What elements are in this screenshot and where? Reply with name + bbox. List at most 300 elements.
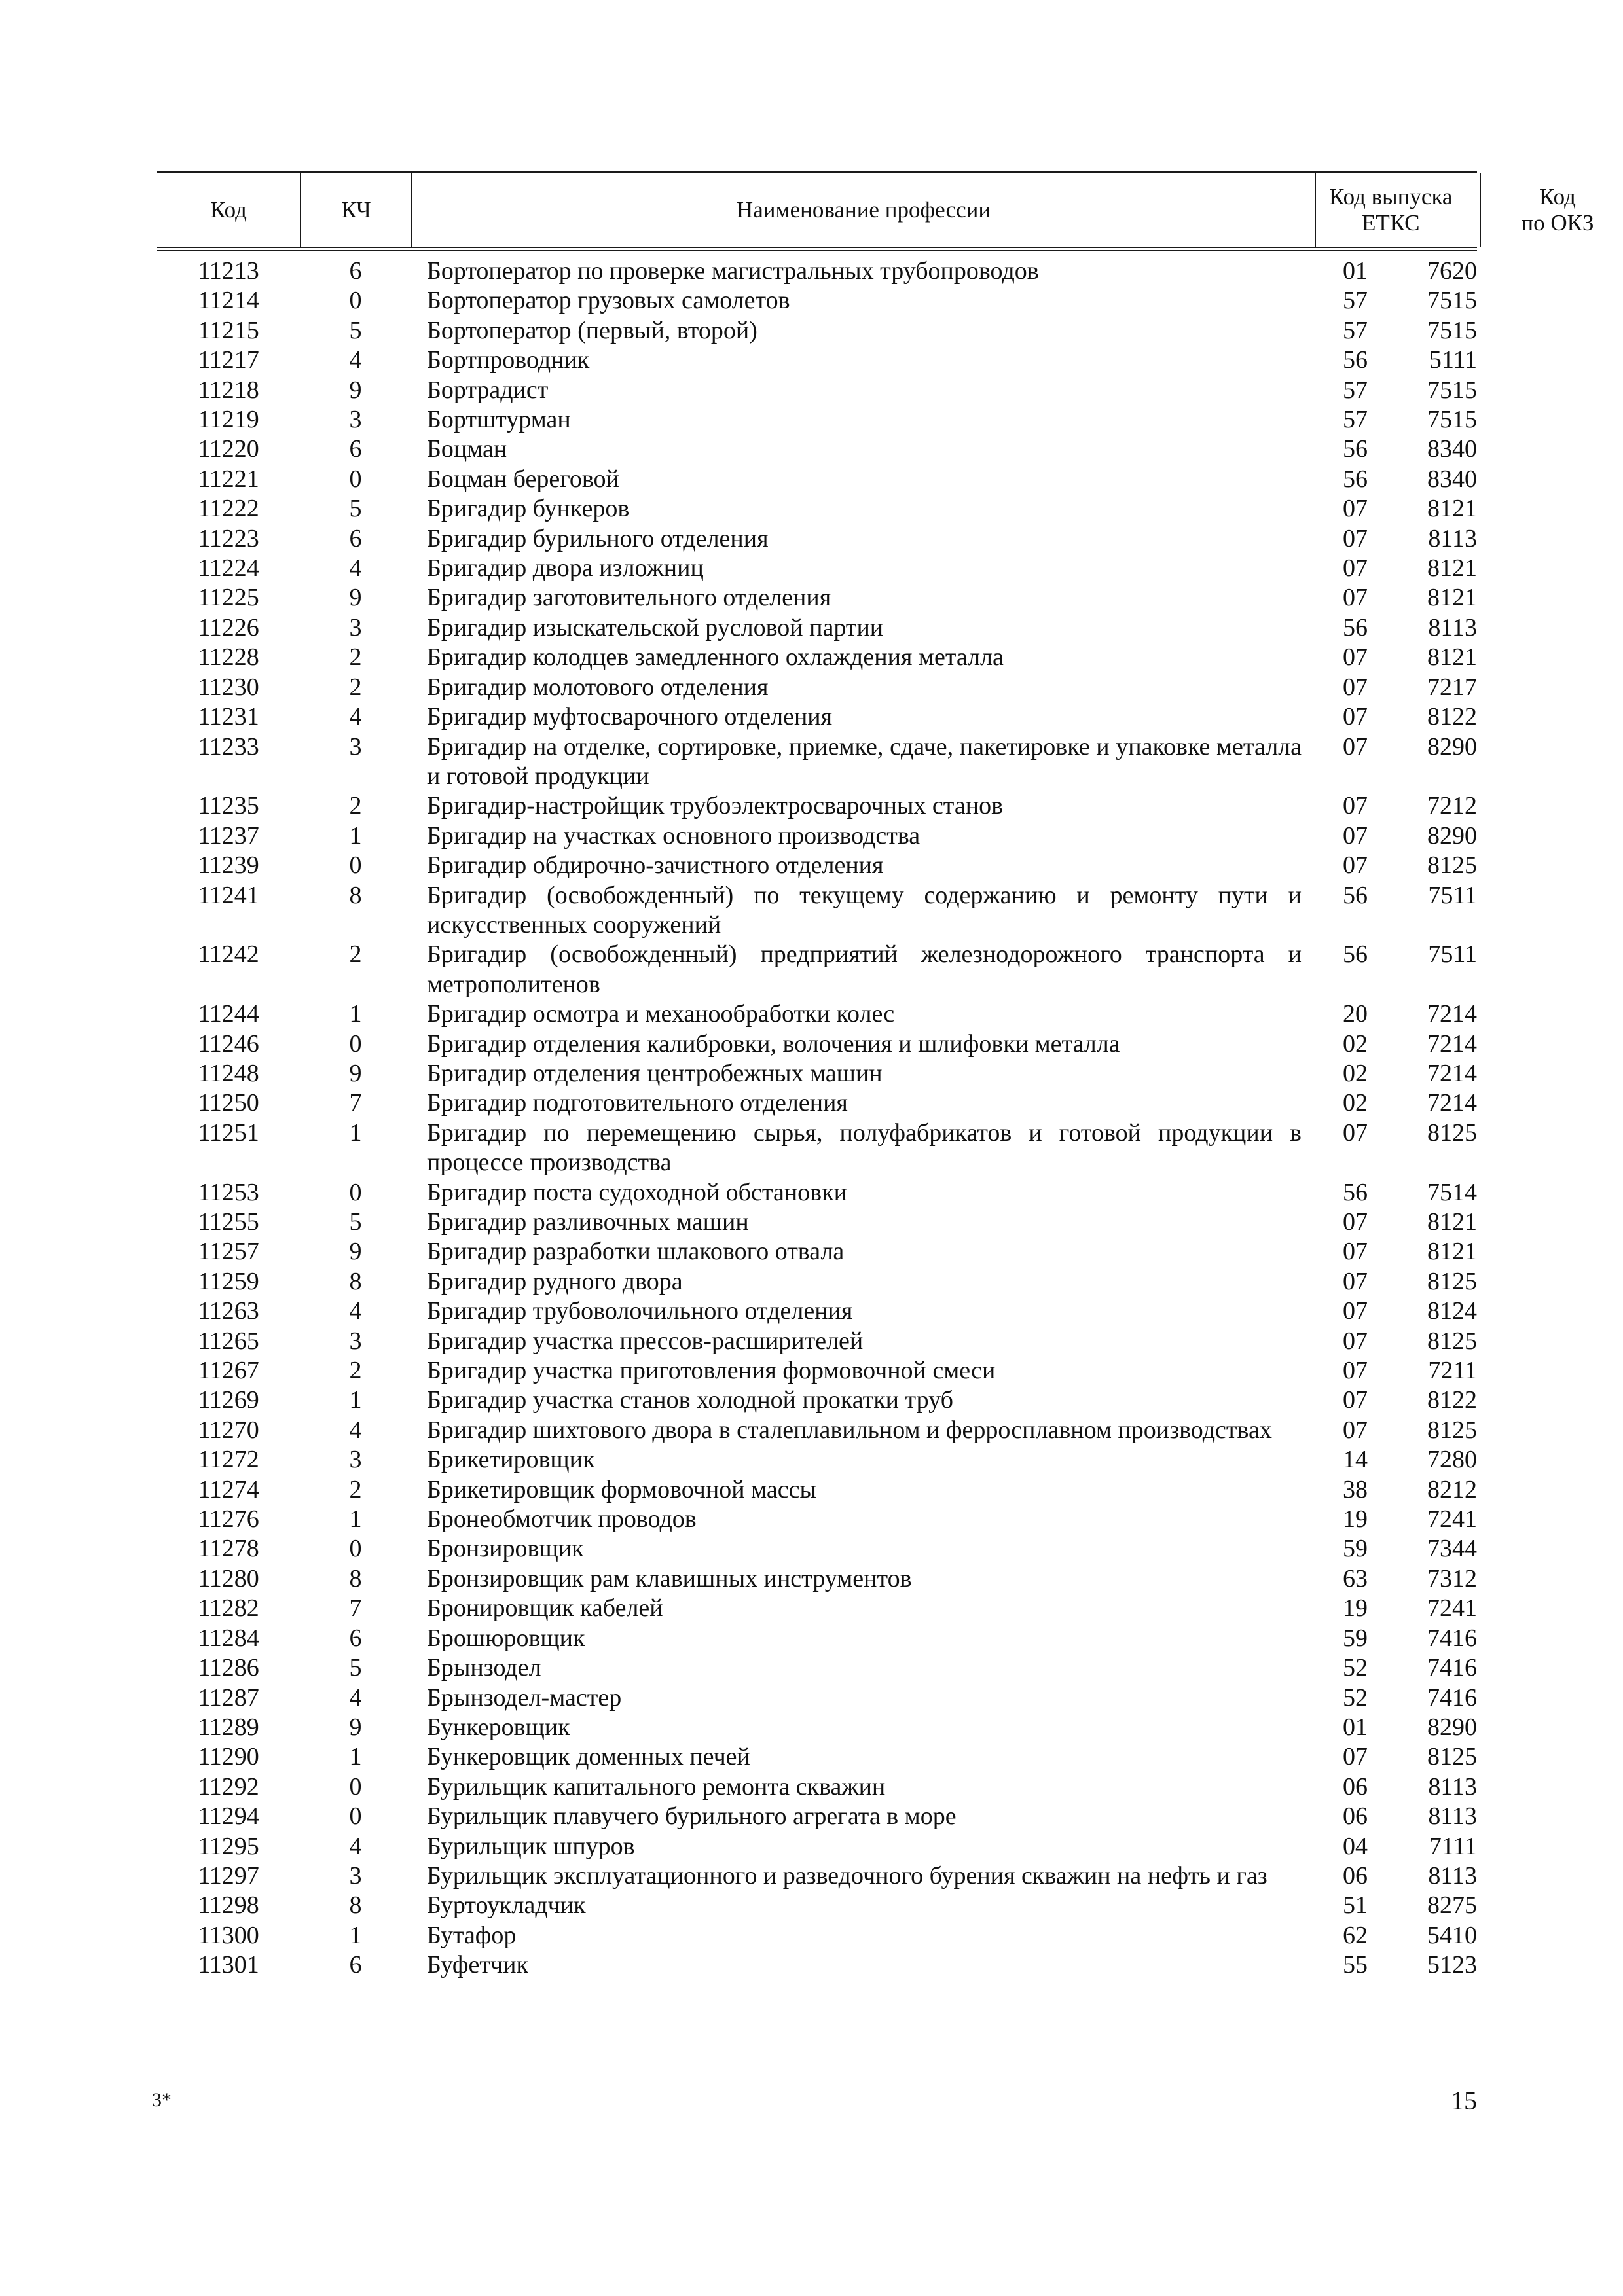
table-row xyxy=(157,1237,1477,1266)
code-cell: 11235 xyxy=(198,792,259,820)
kch-cell: 2 xyxy=(349,792,362,820)
table-row xyxy=(157,1891,1477,1920)
profession-name-cell: Буртоукладчик xyxy=(427,1892,586,1920)
table-row xyxy=(157,1742,1477,1772)
etks-code-cell: 56 xyxy=(1343,613,1368,641)
code-cell: 11295 xyxy=(198,1832,259,1860)
profession-name-cell: Бортпроводник xyxy=(427,346,590,374)
table-row xyxy=(157,1208,1477,1237)
table-row xyxy=(157,435,1477,464)
table-row xyxy=(157,1475,1477,1505)
etks-code-cell: 57 xyxy=(1343,376,1368,404)
etks-code-cell: 07 xyxy=(1343,792,1368,820)
okz-code-cell: 7515 xyxy=(1427,316,1477,344)
table-row xyxy=(157,1088,1477,1118)
etks-code-cell: 07 xyxy=(1343,524,1368,552)
okz-code-cell: 8113 xyxy=(1428,1772,1477,1801)
code-cell: 11265 xyxy=(198,1327,259,1355)
okz-code-cell: 7514 xyxy=(1427,1178,1477,1206)
etks-code-cell: 07 xyxy=(1343,554,1368,583)
okz-code-cell: 8121 xyxy=(1427,643,1477,672)
okz-code-cell: 7241 xyxy=(1427,1594,1477,1623)
etks-code-cell: 02 xyxy=(1343,1059,1368,1087)
code-cell: 11286 xyxy=(198,1654,259,1682)
table-row xyxy=(157,1327,1477,1356)
code-cell: 11259 xyxy=(198,1267,259,1295)
kch-cell: 4 xyxy=(349,1832,362,1860)
table-row xyxy=(157,316,1477,346)
profession-name-cell: Бригадир поста судоходной обстановки xyxy=(427,1178,847,1206)
kch-cell: 6 xyxy=(349,1951,362,1979)
profession-name-cell: Брынзодел xyxy=(427,1654,541,1682)
code-cell: 11287 xyxy=(198,1683,259,1712)
table-row xyxy=(157,881,1477,941)
code-cell: 11220 xyxy=(198,435,259,463)
etks-code-cell: 01 xyxy=(1343,257,1368,285)
code-cell: 11231 xyxy=(198,703,259,731)
etks-code-cell: 07 xyxy=(1343,1357,1368,1385)
profession-name-cell: Бригадир заготовительного отделения xyxy=(427,584,831,612)
table-row xyxy=(157,1030,1477,1059)
etks-code-cell: 52 xyxy=(1343,1654,1368,1682)
okz-code-cell: 5410 xyxy=(1427,1921,1477,1949)
etks-code-cell: 63 xyxy=(1343,1564,1368,1592)
table-row xyxy=(157,1297,1477,1326)
code-cell: 11298 xyxy=(198,1892,259,1920)
table-row xyxy=(157,999,1477,1029)
code-cell: 11272 xyxy=(198,1446,259,1474)
etks-code-cell: 56 xyxy=(1343,465,1368,493)
okz-code-cell: 7416 xyxy=(1427,1683,1477,1712)
code-cell: 11242 xyxy=(198,941,259,969)
table-row xyxy=(157,1653,1477,1683)
kch-cell: 5 xyxy=(349,1208,362,1236)
kch-cell: 8 xyxy=(349,881,362,909)
code-cell: 11244 xyxy=(198,1000,259,1028)
etks-code-cell: 07 xyxy=(1343,1386,1368,1414)
code-cell: 11290 xyxy=(198,1743,259,1771)
etks-code-cell: 06 xyxy=(1343,1861,1368,1890)
kch-cell: 9 xyxy=(349,1713,362,1741)
profession-name-cell: Бригадир рудного двора xyxy=(427,1267,683,1295)
code-cell: 11239 xyxy=(198,852,259,880)
code-cell: 11250 xyxy=(198,1089,259,1117)
table-row xyxy=(157,732,1477,792)
etks-code-cell: 51 xyxy=(1343,1892,1368,1920)
table-row xyxy=(157,376,1477,405)
header-code: Код xyxy=(210,197,247,223)
etks-code-cell: 04 xyxy=(1343,1832,1368,1860)
okz-code-cell: 7280 xyxy=(1427,1446,1477,1474)
okz-code-cell: 7312 xyxy=(1427,1564,1477,1592)
okz-code-cell: 8113 xyxy=(1428,1861,1477,1890)
code-cell: 11301 xyxy=(198,1951,259,1979)
profession-name-cell: Бригадир участка станов холодной прокатки труб xyxy=(427,1386,953,1414)
profession-name-cell: Бронеобмотчик проводов xyxy=(427,1505,697,1534)
okz-code-cell: 7214 xyxy=(1427,1000,1477,1028)
table-row xyxy=(157,554,1477,583)
etks-code-cell: 07 xyxy=(1343,821,1368,850)
table-header xyxy=(157,171,1594,251)
okz-code-cell: 8121 xyxy=(1427,495,1477,523)
code-cell: 11225 xyxy=(198,584,259,612)
okz-code-cell: 8125 xyxy=(1427,1267,1477,1295)
code-cell: 11213 xyxy=(198,257,259,285)
etks-code-cell: 57 xyxy=(1343,316,1368,344)
table-row xyxy=(157,1950,1477,1980)
code-cell: 11253 xyxy=(198,1178,259,1206)
profession-name-cell: Бортоператор грузовых самолетов xyxy=(427,287,790,315)
profession-name-cell: Бригадир участка приготовления формовочной смеси xyxy=(427,1357,996,1385)
kch-cell: 2 xyxy=(349,1357,362,1385)
kch-cell: 3 xyxy=(349,732,362,761)
okz-code-cell: 5123 xyxy=(1427,1951,1477,1979)
okz-code-cell: 8121 xyxy=(1427,1238,1477,1266)
okz-code-cell: 7515 xyxy=(1427,376,1477,404)
okz-code-cell: 8125 xyxy=(1427,1743,1477,1771)
okz-code-cell: 8125 xyxy=(1427,1119,1477,1147)
code-cell: 11230 xyxy=(198,673,259,701)
okz-code-cell: 8340 xyxy=(1427,435,1477,463)
profession-name-cell: Бригадир по перемещению сырья, полуфабрикатов и готовой продукции в процессе производства xyxy=(427,1119,1302,1177)
code-cell: 11297 xyxy=(198,1861,259,1890)
etks-code-cell: 56 xyxy=(1343,435,1368,463)
etks-code-cell: 07 xyxy=(1343,852,1368,880)
table-row xyxy=(157,1772,1477,1802)
etks-code-cell: 07 xyxy=(1343,1743,1368,1771)
kch-cell: 0 xyxy=(349,1772,362,1801)
kch-cell: 1 xyxy=(349,1743,362,1771)
etks-code-cell: 55 xyxy=(1343,1951,1368,1979)
profession-name-cell: Бригадир трубоволочильного отделения xyxy=(427,1297,853,1325)
code-cell: 11267 xyxy=(198,1357,259,1385)
okz-code-cell: 8121 xyxy=(1427,584,1477,612)
kch-cell: 3 xyxy=(349,1861,362,1890)
code-cell: 11270 xyxy=(198,1416,259,1444)
okz-code-cell: 8125 xyxy=(1427,852,1477,880)
okz-code-cell: 8122 xyxy=(1427,703,1477,731)
okz-code-cell: 8124 xyxy=(1427,1297,1477,1325)
table-row xyxy=(157,673,1477,702)
code-cell: 11251 xyxy=(198,1119,259,1147)
okz-code-cell: 8290 xyxy=(1427,732,1477,761)
table-row xyxy=(157,494,1477,524)
profession-name-cell: Бригадир подготовительного отделения xyxy=(427,1089,848,1117)
table-row xyxy=(157,1267,1477,1297)
etks-code-cell: 56 xyxy=(1343,941,1368,969)
code-cell: 11228 xyxy=(198,643,259,672)
code-cell: 11221 xyxy=(198,465,259,493)
kch-cell: 9 xyxy=(349,1059,362,1087)
etks-code-cell: 57 xyxy=(1343,287,1368,315)
table-row xyxy=(157,851,1477,880)
etks-code-cell: 56 xyxy=(1343,346,1368,374)
etks-code-cell: 07 xyxy=(1343,584,1368,612)
code-cell: 11300 xyxy=(198,1921,259,1949)
page-number: 15 xyxy=(1451,2086,1477,2115)
code-cell: 11276 xyxy=(198,1505,259,1534)
kch-cell: 4 xyxy=(349,346,362,374)
kch-cell: 8 xyxy=(349,1267,362,1295)
okz-code-cell: 7217 xyxy=(1427,673,1477,701)
table-row xyxy=(157,1921,1477,1950)
profession-name-cell: Боцман xyxy=(427,435,507,463)
profession-name-cell: Бригадир бункеров xyxy=(427,495,630,523)
table-row xyxy=(157,1594,1477,1623)
okz-code-cell: 8113 xyxy=(1428,613,1477,641)
signature-mark: 3* xyxy=(152,2089,172,2111)
kch-cell: 6 xyxy=(349,524,362,552)
profession-name-cell: Бригадир бурильного отделения xyxy=(427,524,769,552)
profession-name-cell: Бронзировщик xyxy=(427,1535,584,1563)
etks-code-cell: 56 xyxy=(1343,881,1368,909)
profession-name-cell: Бригадир-настройщик трубоэлектросварочных станов xyxy=(427,792,1004,820)
code-cell: 11237 xyxy=(198,821,259,850)
okz-code-cell: 5111 xyxy=(1429,346,1477,374)
okz-code-cell: 7212 xyxy=(1427,792,1477,820)
code-cell: 11248 xyxy=(198,1059,259,1087)
profession-name-cell: Бункеровщик xyxy=(427,1713,570,1741)
profession-name-cell: Бригадир шихтового двора в сталеплавильном и ферросплавном производствах xyxy=(427,1416,1272,1444)
profession-name-cell: Бригадир отделения калибровки, волочения и шлифовки металла xyxy=(427,1030,1120,1058)
profession-name-cell: Бурильщик эксплуатационного и разведочного бурения скважин на нефть и газ xyxy=(427,1861,1267,1890)
code-cell: 11292 xyxy=(198,1772,259,1801)
kch-cell: 6 xyxy=(349,435,362,463)
profession-name-cell: Бурильщик капитального ремонта скважин xyxy=(427,1772,886,1801)
profession-name-cell: Бригадир разливочных машин xyxy=(427,1208,749,1236)
table-row xyxy=(157,1059,1477,1088)
profession-name-cell: Бригадир муфтосварочного отделения xyxy=(427,703,833,731)
okz-code-cell: 8125 xyxy=(1427,1416,1477,1444)
kch-cell: 5 xyxy=(349,316,362,344)
table-row xyxy=(157,1832,1477,1861)
okz-code-cell: 8212 xyxy=(1427,1475,1477,1503)
code-cell: 11255 xyxy=(198,1208,259,1236)
okz-code-cell: 8121 xyxy=(1427,554,1477,583)
etks-code-cell: 06 xyxy=(1343,1772,1368,1801)
kch-cell: 4 xyxy=(349,1297,362,1325)
code-cell: 11289 xyxy=(198,1713,259,1741)
table-row xyxy=(157,940,1477,999)
code-cell: 11257 xyxy=(198,1238,259,1266)
table-row xyxy=(157,1802,1477,1831)
okpdtr-page xyxy=(157,171,1594,1981)
etks-code-cell: 07 xyxy=(1343,1119,1368,1147)
kch-cell: 3 xyxy=(349,1327,362,1355)
okz-code-cell: 8340 xyxy=(1427,465,1477,493)
code-cell: 11224 xyxy=(198,554,259,583)
profession-name-cell: Бортштурман xyxy=(427,406,571,434)
kch-cell: 4 xyxy=(349,554,362,583)
kch-cell: 9 xyxy=(349,1238,362,1266)
profession-name-cell: Буфетчик xyxy=(427,1951,528,1979)
okz-code-cell: 7214 xyxy=(1427,1030,1477,1058)
kch-cell: 4 xyxy=(349,703,362,731)
table-row xyxy=(157,1178,1477,1208)
profession-name-cell: Бронировщик кабелей xyxy=(427,1594,663,1623)
etks-code-cell: 07 xyxy=(1343,495,1368,523)
kch-cell: 1 xyxy=(349,1505,362,1534)
etks-code-cell: 14 xyxy=(1343,1446,1368,1474)
profession-name-cell: Брикетировщик xyxy=(427,1446,595,1474)
table-row xyxy=(157,1356,1477,1386)
kch-cell: 0 xyxy=(349,852,362,880)
code-cell: 11294 xyxy=(198,1803,259,1831)
okz-code-cell: 8125 xyxy=(1427,1327,1477,1355)
etks-code-cell: 62 xyxy=(1343,1921,1368,1949)
table-row xyxy=(157,613,1477,643)
profession-name-cell: Брошюровщик xyxy=(427,1624,585,1652)
profession-name-cell: Бригадир двора изложниц xyxy=(427,554,704,583)
kch-cell: 7 xyxy=(349,1089,362,1117)
etks-code-cell: 59 xyxy=(1343,1624,1368,1652)
okz-code-cell: 7515 xyxy=(1427,406,1477,434)
profession-name-cell: Бригадир (освобожденный) предприятий железнодорожного транспорта и метрополитенов xyxy=(427,941,1302,998)
profession-name-cell: Бутафор xyxy=(427,1921,517,1949)
profession-name-cell: Бронзировщик рам клавишных инструментов xyxy=(427,1564,912,1592)
kch-cell: 6 xyxy=(349,257,362,285)
profession-name-cell: Боцман береговой xyxy=(427,465,619,493)
table-row xyxy=(157,702,1477,732)
kch-cell: 5 xyxy=(349,1654,362,1682)
okz-code-cell: 7515 xyxy=(1427,287,1477,315)
etks-code-cell: 38 xyxy=(1343,1475,1368,1503)
profession-name-cell: Бортоператор (первый, второй) xyxy=(427,316,757,344)
code-cell: 11280 xyxy=(198,1564,259,1592)
profession-name-cell: Бригадир изыскательской русловой партии xyxy=(427,613,884,641)
table-row xyxy=(157,1564,1477,1594)
kch-cell: 1 xyxy=(349,821,362,850)
okz-code-cell: 8122 xyxy=(1427,1386,1477,1414)
kch-cell: 9 xyxy=(349,584,362,612)
kch-cell: 2 xyxy=(349,941,362,969)
kch-cell: 1 xyxy=(349,1119,362,1147)
kch-cell: 8 xyxy=(349,1892,362,1920)
table-row xyxy=(157,791,1477,821)
code-cell: 11214 xyxy=(198,287,259,315)
etks-code-cell: 07 xyxy=(1343,1208,1368,1236)
okz-code-cell: 7211 xyxy=(1428,1357,1477,1385)
etks-code-cell: 57 xyxy=(1343,406,1368,434)
table-body xyxy=(157,251,1477,1981)
code-cell: 11241 xyxy=(198,881,259,909)
profession-name-cell: Брынзодел-мастер xyxy=(427,1683,622,1712)
kch-cell: 3 xyxy=(349,613,362,641)
etks-code-cell: 07 xyxy=(1343,703,1368,731)
kch-cell: 6 xyxy=(349,1624,362,1652)
etks-code-cell: 19 xyxy=(1343,1505,1368,1534)
header-etks-code: Код выпуска ЕТКС xyxy=(1329,184,1453,236)
table-row xyxy=(157,643,1477,672)
table-row xyxy=(157,1534,1477,1564)
kch-cell: 7 xyxy=(349,1594,362,1623)
kch-cell: 5 xyxy=(349,495,362,523)
kch-cell: 4 xyxy=(349,1683,362,1712)
etks-code-cell: 07 xyxy=(1343,1267,1368,1295)
table-row xyxy=(157,1445,1477,1475)
okz-code-cell: 8275 xyxy=(1427,1892,1477,1920)
kch-cell: 3 xyxy=(349,1446,362,1474)
kch-cell: 0 xyxy=(349,1178,362,1206)
etks-code-cell: 07 xyxy=(1343,1297,1368,1325)
profession-name-cell: Бригадир отделения центробежных машин xyxy=(427,1059,883,1087)
kch-cell: 3 xyxy=(349,406,362,434)
profession-name-cell: Бригадир участка прессов-расширителей xyxy=(427,1327,864,1355)
okz-code-cell: 8290 xyxy=(1427,1713,1477,1741)
etks-code-cell: 06 xyxy=(1343,1803,1368,1831)
okz-code-cell: 7511 xyxy=(1428,881,1477,909)
code-cell: 11215 xyxy=(198,316,259,344)
profession-name-cell: Бригадир молотового отделения xyxy=(427,673,769,701)
profession-name-cell: Бригадир обдирочно-зачистного отделения xyxy=(427,852,884,880)
kch-cell: 1 xyxy=(349,1000,362,1028)
okz-code-cell: 7620 xyxy=(1427,257,1477,285)
code-cell: 11274 xyxy=(198,1475,259,1503)
etks-code-cell: 52 xyxy=(1343,1683,1368,1712)
header-kch: КЧ xyxy=(341,197,371,223)
kch-cell: 2 xyxy=(349,673,362,701)
etks-code-cell: 07 xyxy=(1343,1416,1368,1444)
etks-code-cell: 56 xyxy=(1343,1178,1368,1206)
kch-cell: 4 xyxy=(349,1416,362,1444)
table-row xyxy=(157,257,1477,286)
profession-name-cell: Бурильщик шпуров xyxy=(427,1832,635,1860)
etks-code-cell: 07 xyxy=(1343,1327,1368,1355)
code-cell: 11217 xyxy=(198,346,259,374)
okz-code-cell: 7214 xyxy=(1427,1089,1477,1117)
profession-name-cell: Бункеровщик доменных печей xyxy=(427,1743,750,1771)
table-row xyxy=(157,286,1477,315)
okz-code-cell: 7111 xyxy=(1429,1832,1477,1860)
code-cell: 11226 xyxy=(198,613,259,641)
code-cell: 11223 xyxy=(198,524,259,552)
etks-code-cell: 02 xyxy=(1343,1089,1368,1117)
okz-code-cell: 7241 xyxy=(1427,1505,1477,1534)
table-row xyxy=(157,1505,1477,1534)
table-row xyxy=(157,821,1477,851)
code-cell: 11222 xyxy=(198,495,259,523)
etks-code-cell: 07 xyxy=(1343,643,1368,672)
table-row xyxy=(157,465,1477,494)
kch-cell: 0 xyxy=(349,1803,362,1831)
etks-code-cell: 01 xyxy=(1343,1713,1368,1741)
table-row xyxy=(157,524,1477,554)
code-cell: 11282 xyxy=(198,1594,259,1623)
okz-code-cell: 7416 xyxy=(1427,1654,1477,1682)
table-row xyxy=(157,1683,1477,1713)
table-row xyxy=(157,1861,1477,1891)
profession-name-cell: Бригадир осмотра и механообработки колес xyxy=(427,1000,895,1028)
kch-cell: 9 xyxy=(349,376,362,404)
etks-code-cell: 07 xyxy=(1343,673,1368,701)
profession-name-cell: Бригадир на участках основного производства xyxy=(427,821,921,850)
etks-code-cell: 07 xyxy=(1343,732,1368,761)
table-row xyxy=(157,1416,1477,1445)
etks-code-cell: 02 xyxy=(1343,1030,1368,1058)
profession-name-cell: Бригадир колодцев замедленного охлаждения металла xyxy=(427,643,1004,672)
okz-code-cell: 8113 xyxy=(1428,524,1477,552)
profession-name-cell: Бортрадист xyxy=(427,376,549,404)
profession-name-cell: Бригадир (освобожденный) по текущему содержанию и ремонту пути и искусственных сооружений xyxy=(427,881,1302,939)
okz-code-cell: 7344 xyxy=(1427,1535,1477,1563)
header-okz-code: Код по ОКЗ xyxy=(1521,184,1594,236)
table-row xyxy=(157,1624,1477,1653)
kch-cell: 0 xyxy=(349,287,362,315)
table-row xyxy=(157,1386,1477,1415)
okz-code-cell: 7416 xyxy=(1427,1624,1477,1652)
profession-name-cell: Бурильщик плавучего бурильного агрегата в море xyxy=(427,1803,957,1831)
profession-name-cell: Бригадир разработки шлакового отвала xyxy=(427,1238,845,1266)
